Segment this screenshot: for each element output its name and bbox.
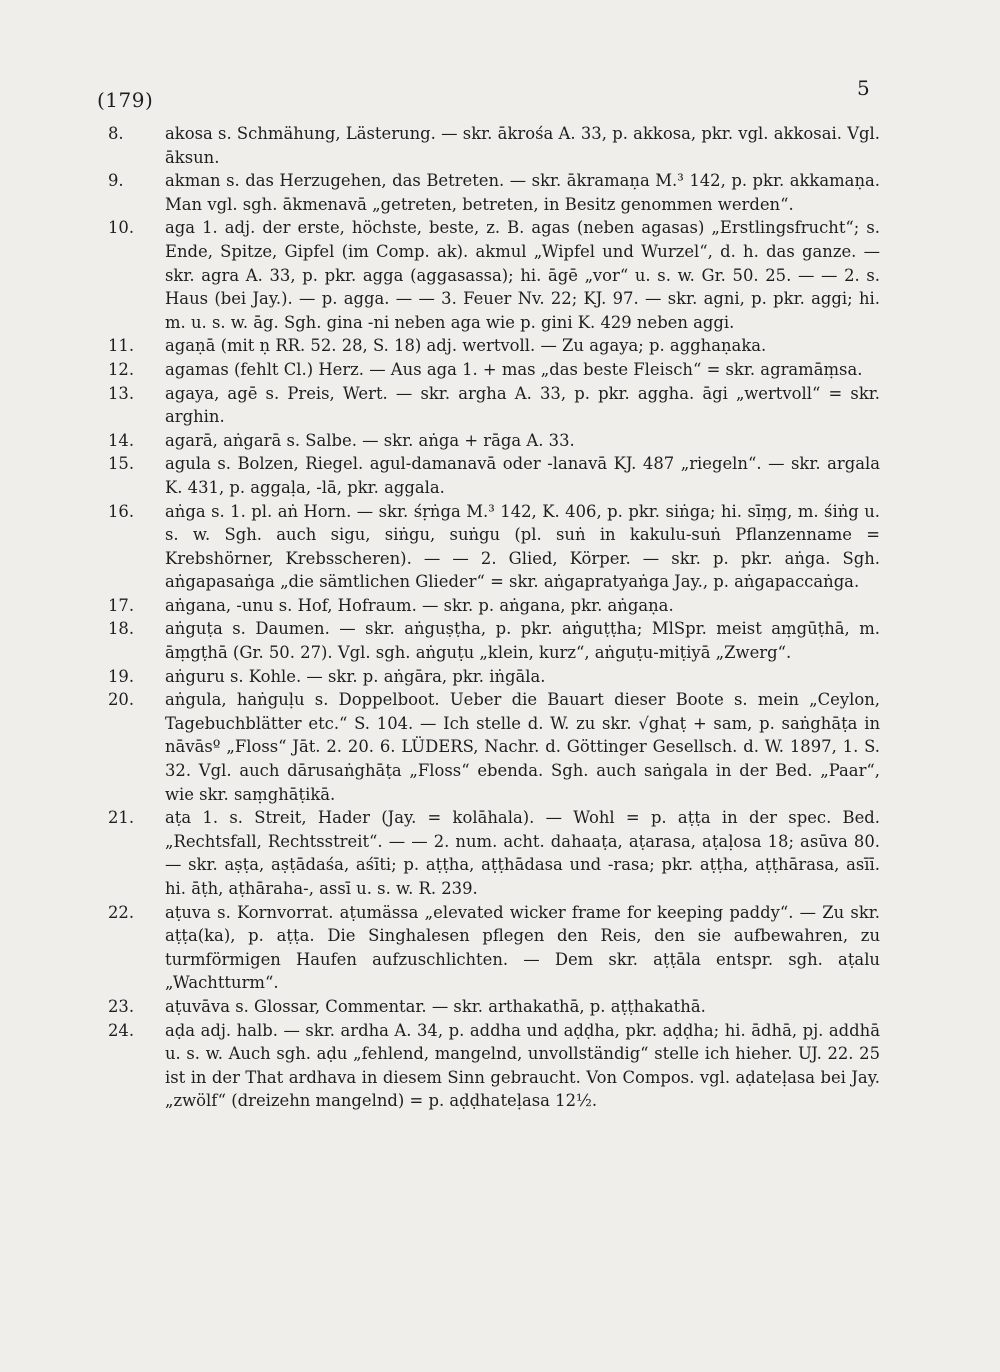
entry-text: agarā, aṅgarā s. Salbe. — skr. aṅga + rāga A. 33. — [165, 430, 575, 450]
entry-text: agaṇā (mit ṇ RR. 52. 28, S. 18) adj. wertvoll. — Zu agaya; p. agghaṇaka. — [165, 336, 767, 356]
entry-number: 16. — [108, 501, 135, 521]
entry-text: aṅguru s. Kohle. — skr. p. aṅgāra, pkr. iṅgāla. — [165, 666, 546, 686]
dictionary-entry — [0, 688, 880, 806]
entry-number: 10. — [108, 218, 135, 238]
entry-number: 13. — [108, 383, 135, 403]
dictionary-entry — [0, 382, 880, 429]
dictionary-entry — [0, 1019, 880, 1113]
entry-number: 15. — [108, 454, 135, 474]
dictionary-entry — [0, 452, 880, 499]
dictionary-entry — [0, 617, 880, 664]
entry-text: akosa s. Schmähung, Lästerung. — skr. ākrośa A. 33, p. akkosa, pkr. vgl. akkosai. Vgl. āksun. — [165, 124, 880, 167]
entry-text: agula s. Bolzen, Riegel. agul-damanavā oder -lanavā KJ. 487 „riegeln“. — skr. argala K. 431, p. aggaḷa, -lā, pkr. aggala. — [165, 454, 880, 497]
dictionary-entry — [0, 500, 880, 594]
dictionary-entry — [0, 995, 880, 1019]
entry-text: aga 1. adj. der erste, höchste, beste, z. B. agas (neben agasas) „Erstlingsfrucht“; s. Ende, Spitze, Gipfel (im Comp. ak). akmul „Wipfel und Wurzel“, d. h. das ganze. — skr. agra A. 33, p. pkr. agga (aggasassa); hi. āgē „vor“ u. s. w. Gr. 50. 25. — — 2. s. Haus (bei Jay.). — p. agga. — — 3. Feuer Nv. 22; KJ. 97. — skr. agni, p. pkr. aggi; hi. m. u. s. w. āg. Sgh. gina -ni neben aga wie p. gini K. 429 neben aggi. — [165, 218, 880, 332]
dictionary-entry — [0, 806, 880, 900]
entry-text: aṭa 1. s. Streit, Hader (Jay. = kolāhala). — Wohl = p. aṭṭa in der spec. Bed. „Rechtsfall, Rechtsstreit“. — — 2. num. acht. dahaaṭa, aṭarasa, aṭaḷosa 18; asūva 80. — skr. aṣṭa, aṣṭādaśa, aśīti; p. aṭṭha, aṭṭhādasa und -rasa; pkr. aṭṭha, aṭṭhārasa, asīī. hi. āṭh, aṭhāraha-, assī u. s. w. R. 239. — [165, 808, 880, 898]
entry-number: 19. — [108, 666, 135, 686]
entry-text: aṅgana, -unu s. Hof, Hofraum. — skr. p. aṅgana, pkr. aṅgaṇa. — [165, 595, 674, 615]
page-number-parenthesized: (179) — [97, 88, 154, 112]
dictionary-entry — [0, 901, 880, 995]
entry-number: 12. — [108, 359, 135, 379]
dictionary-entry — [0, 122, 880, 169]
entry-number: 18. — [108, 619, 135, 639]
entry-number: 14. — [108, 430, 135, 450]
entry-text: akman s. das Herzugehen, das Betreten. — skr. ākramaṇa M.³ 142, p. pkr. akkamaṇa. Man vgl. sgh. ākmenavā „getreten, betreten, in Besitz genommen werden“. — [165, 171, 880, 214]
entry-text: aṅguṭa s. Daumen. — skr. aṅguṣṭha, p. pkr. aṅguṭṭha; MlSpr. meist aṃgūṭhā, m. āṃgṭhā (Gr. 50. 27). Vgl. sgh. aṅguṭu „klein, kurz“, aṅguṭu-miṭiyā „Zwerg“. — [165, 619, 880, 663]
entry-text: aṭuvāva s. Glossar, Commentar. — skr. arthakathā, p. aṭṭhakathā. — [165, 996, 706, 1016]
entry-text: agaya, agē s. Preis, Wert. — skr. argha A. 33, p. pkr. aggha. āgi „wertvoll“ = skr. arghin. — [165, 383, 880, 427]
entry-text: aṭuva s. Kornvorrat. aṭumässa „elevated wicker frame for keeping paddy“. — Zu skr. aṭṭa(ka), p. aṭṭa. Die Singhalesen pflegen den Reis, den sie aufbewahren, zu turmförmigen Haufen aufzuschlichten. — Dem skr. aṭṭāla entspr. sgh. aṭalu „Wachtturm“. — [165, 902, 880, 993]
entry-number: 9. — [108, 171, 124, 191]
dictionary-entry — [0, 665, 880, 689]
dictionary-entry — [0, 334, 880, 358]
entry-text: aṅga s. 1. pl. aṅ Horn. — skr. śṛṅga M.³ 142, K. 406, p. pkr. siṅga; hi. sīṃg, m. śiṅg u. s. w. Sgh. auch sigu, siṅgu, suṅgu (pl. suṅ in kakulu-suṅ Pflanzenname = Krebshörner, Krebsscheren). — — 2. Glied, Körper. — skr. p. pkr. aṅga. Sgh. aṅgapasaṅga „die sämtlichen Glieder“ = skr. aṅgapratyaṅga Jay., p. aṅgapaccaṅga. — [165, 501, 880, 592]
page-number: 5 — [857, 76, 870, 100]
entry-number: 17. — [108, 595, 135, 615]
entry-number: 8. — [108, 124, 124, 143]
dictionary-entry — [0, 169, 880, 216]
dictionary-entry — [0, 429, 880, 453]
entry-number: 24. — [108, 1020, 135, 1040]
entry-text: aṅgula, haṅguḷu s. Doppelboot. Ueber die Bauart dieser Boote s. mein „Ceylon, Tagebuchblätter etc.“ S. 104. — Ich stelle d. W. zu skr. √ghaṭ + sam, p. saṅghāṭa in nāvāsº „Floss“ Jāt. 2. 20. 6. LÜDERS, Nachr. d. Göttinger Gesellsch. d. W. 1897, 1. S. 32. Vgl. auch dārusaṅghāṭa „Floss“ ebenda. Sgh. auch saṅgala in der Bed. „Paar“, wie skr. saṃghāṭikā. — [165, 690, 880, 804]
dictionary-entry — [0, 216, 880, 334]
entry-number: 11. — [108, 336, 135, 356]
dictionary-entry — [0, 594, 880, 618]
entry-number: 22. — [108, 902, 135, 922]
entry-text: agamas (fehlt Cl.) Herz. — Aus aga 1. + mas „das beste Fleisch“ = skr. agramāṃsa. — [165, 359, 863, 379]
entry-number: 20. — [108, 690, 135, 710]
dictionary-entries — [0, 122, 1000, 1113]
dictionary-entry — [0, 358, 880, 382]
entry-text: aḍa adj. halb. — skr. ardha A. 34, p. addha und aḍḍha, pkr. aḍḍha; hi. ādhā, pj. addhā u. s. w. Auch sgh. aḍu „fehlend, mangelnd, unvollständig“ stelle ich hieher. UJ. 22. 25 ist in der That ardhava in diesem Sinn gebraucht. Von Compos. vgl. aḍateḷasa bei Jay. „zwölf“ (dreizehn mangelnd) = p. aḍḍhateḷasa 12½. — [165, 1020, 880, 1111]
entry-number: 23. — [108, 996, 135, 1016]
entry-number: 21. — [108, 808, 135, 828]
